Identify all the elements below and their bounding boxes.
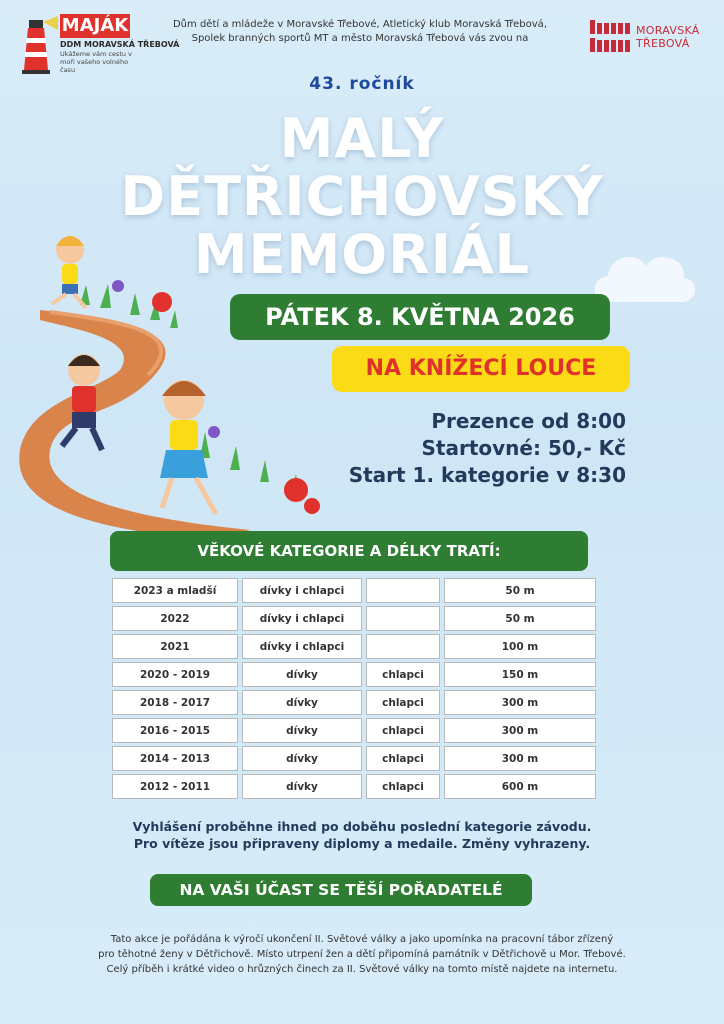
event-title	[0, 107, 724, 286]
category-distance-cell: 50 m	[444, 578, 596, 603]
category-years-cell: 2018 - 2017	[112, 690, 238, 715]
category-gender-cell: dívky	[242, 774, 362, 799]
category-gender-cell: dívky	[242, 662, 362, 687]
announcement-note	[0, 818, 724, 852]
event-place: NA KNÍŽECÍ LOUCE	[332, 346, 630, 392]
table-row	[112, 690, 596, 715]
category-distance-cell: 50 m	[444, 606, 596, 631]
invitation-text	[150, 18, 570, 46]
town-logo-text	[636, 24, 700, 50]
category-distance-cell: 100 m	[444, 634, 596, 659]
category-boys-cell	[366, 634, 440, 659]
category-boys-cell: chlapci	[366, 662, 440, 687]
table-row	[112, 662, 596, 687]
event-title-line-1: MALÝ	[279, 107, 445, 170]
event-date: PÁTEK 8. KVĚTNA 2026	[230, 294, 610, 340]
closing-banner: NA VAŠI ÚČAST SE TĚŠÍ POŘADATELÉ	[150, 874, 532, 906]
majak-logo-title: MAJÁK	[61, 15, 129, 36]
footer-line-1: Tato akce je pořádána k výročí ukončení II. Světové války a jako upomínka na pracovní tábor zřízený	[110, 934, 614, 945]
category-distance-cell: 150 m	[444, 662, 596, 687]
footer-line-3: Celý příběh i krátké video o hrůzných činech za II. Světové války na tomto místě najdete na internetu.	[106, 964, 618, 975]
category-distance-cell: 300 m	[444, 746, 596, 771]
category-years-cell: 2023 a mladší	[112, 578, 238, 603]
lighthouse-logo-icon	[14, 16, 58, 74]
town-logo-line-2: TŘEBOVÁ	[636, 37, 690, 50]
category-boys-cell	[366, 606, 440, 631]
town-logo-line-1: MORAVSKÁ	[636, 24, 700, 37]
categories-table	[108, 575, 600, 802]
event-info	[349, 408, 626, 489]
majak-slogan: Ukážeme vám cestu v moři vašeho volného času	[60, 50, 132, 74]
category-gender-cell: dívky	[242, 718, 362, 743]
category-boys-cell: chlapci	[366, 690, 440, 715]
category-boys-cell: chlapci	[366, 718, 440, 743]
category-years-cell: 2016 - 2015	[112, 718, 238, 743]
table-row	[112, 774, 596, 799]
categories-heading: VĚKOVÉ KATEGORIE A DÉLKY TRATÍ:	[110, 531, 588, 571]
category-gender-cell: dívky i chlapci	[242, 606, 362, 631]
note-line-1: Vyhlášení proběhne ihned po doběhu poslední kategorie závodu.	[132, 819, 592, 834]
table-row	[112, 718, 596, 743]
majak-ddm-label: DDM MORAVSKÁ TŘEBOVÁ	[60, 40, 180, 49]
table-row	[112, 578, 596, 603]
category-gender-cell: dívky	[242, 746, 362, 771]
first-start-time: Start 1. kategorie v 8:30	[348, 463, 626, 487]
category-years-cell: 2014 - 2013	[112, 746, 238, 771]
table-row	[112, 746, 596, 771]
town-logo-icon	[590, 20, 632, 54]
category-gender-cell: dívky i chlapci	[242, 578, 362, 603]
note-line-2: Pro vítěze jsou připraveny diplomy a medaile. Změny vyhrazeny.	[133, 836, 591, 851]
event-title-line-3: MEMORIÁL	[193, 223, 531, 286]
category-boys-cell: chlapci	[366, 746, 440, 771]
category-gender-cell: dívky	[242, 690, 362, 715]
invitation-line-2: Spolek branných sportů MT a město Moravská Třebová vás zvou na	[191, 33, 529, 44]
event-title-line-2: DĚTŘICHOVSKÝ	[120, 165, 604, 228]
category-boys-cell: chlapci	[366, 774, 440, 799]
category-distance-cell: 600 m	[444, 774, 596, 799]
invitation-line-1: Dům dětí a mládeže v Moravské Třebové, Atletický klub Moravská Třebová,	[172, 19, 547, 30]
category-distance-cell: 300 m	[444, 690, 596, 715]
footer-text	[0, 932, 724, 977]
category-years-cell: 2021	[112, 634, 238, 659]
edition-label: 43. ročník	[309, 74, 415, 94]
category-distance-cell: 300 m	[444, 718, 596, 743]
table-row	[112, 606, 596, 631]
category-years-cell: 2012 - 2011	[112, 774, 238, 799]
category-years-cell: 2020 - 2019	[112, 662, 238, 687]
registration-time: Prezence od 8:00	[431, 409, 626, 433]
category-gender-cell: dívky i chlapci	[242, 634, 362, 659]
table-row	[112, 634, 596, 659]
category-boys-cell	[366, 578, 440, 603]
category-years-cell: 2022	[112, 606, 238, 631]
footer-line-2: pro těhotné ženy v Dětřichově. Místo utrpení žen a dětí připomíná památník v Dětřichově u Mor. Třebové.	[98, 949, 626, 960]
entry-fee: Startovné: 50,- Kč	[421, 436, 626, 460]
